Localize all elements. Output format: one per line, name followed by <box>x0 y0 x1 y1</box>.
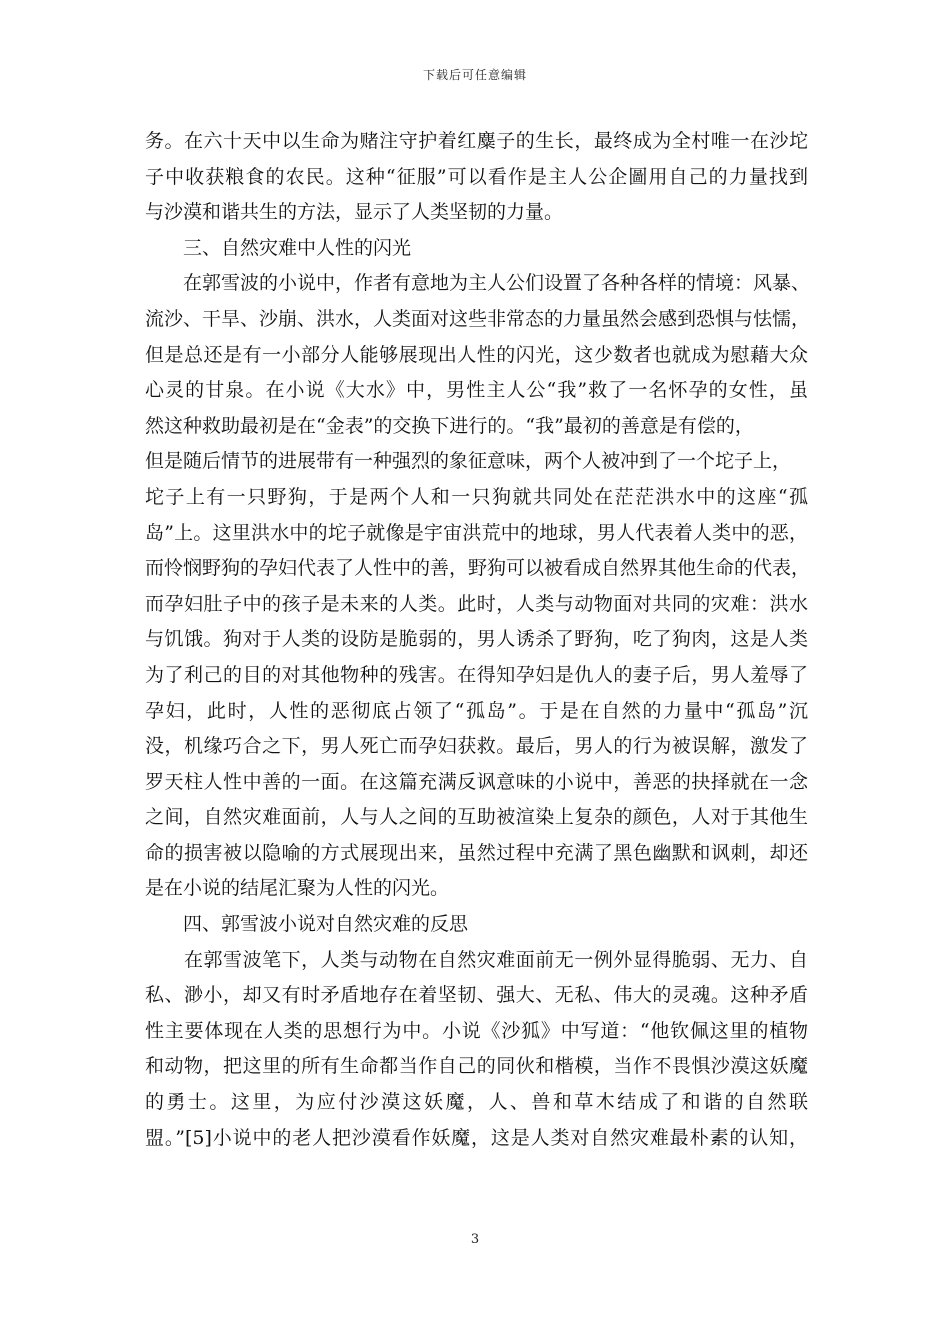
section-heading: 四、郭雪波小说对自然灾难的反思 <box>145 913 469 936</box>
text-line: 孕妇，此时，人性的恶彻底占领了“孤岛”。于是在自然的力量中“孤岛”沉 <box>145 699 808 722</box>
page-header: 下载后可任意编辑 <box>422 68 527 82</box>
text-line: 盟。”[5]小说中的老人把沙漠看作妖魔，这是人类对自然灾难最朴素的认知， <box>145 1126 808 1149</box>
text-line: 没，机缘巧合之下，男人死亡而孕妇获救。最后，男人的行为被误解，激发了 <box>145 735 808 758</box>
text-line: 在郭雪波笔下，人类与动物在自然灾难面前无一例外显得脆弱、无力、自 <box>145 948 808 971</box>
text-line: 流沙、干旱、沙崩、洪水，人类面对这些非常态的力量虽然会感到恐惧与怯懦， <box>145 307 811 330</box>
text-line: 而孕妇肚子中的孩子是未来的人类。此时，人类与动物面对共同的灾难：洪水 <box>145 592 808 615</box>
section-heading: 三、自然灾难中人性的闪光 <box>145 236 412 259</box>
text-line: 岛”上。这里洪水中的坨子就像是宇宙洪荒中的地球，男人代表着人类中的恶， <box>145 521 808 544</box>
text-line: 务。在六十天中以生命为赌注守护着红麋子的生长，最终成为全村唯一在沙坨 <box>145 130 808 152</box>
text-line: 而怜悯野狗的孕妇代表了人性中的善，野狗可以被看成自然界其他生命的代表， <box>145 557 811 580</box>
text-line: 性主要体现在人类的思想行为中。小说《沙狐》中写道：“他钦佩这里的植物 <box>145 1019 808 1042</box>
text-line: 子中收获粮食的农民。这种“征服”可以看作是主人公企圖用自己的力量找到 <box>145 165 808 188</box>
text-line: 与饥饿。狗对于人类的设防是脆弱的，男人诱杀了野狗，吃了狗肉，这是人类 <box>145 628 808 651</box>
text-line: 但是随后情节的进展带有一种强烈的象征意味，两个人被冲到了一个坨子上， <box>145 450 792 473</box>
text-line: 与沙漠和谐共生的方法，显示了人类坚韧的力量。 <box>145 201 564 224</box>
text-line: 心灵的甘泉。在小说《大水》中，男性主人公“我”救了一名怀孕的女性，虽 <box>145 379 808 402</box>
page-number: 3 <box>470 1232 480 1247</box>
body-text <box>145 128 811 1160</box>
text-line: 和动物，把这里的所有生命都当作自己的同伙和楷模，当作不畏惧沙漠这妖魔 <box>145 1055 808 1078</box>
text-line: 私、渺小，却又有时矛盾地存在着坚韧、强大、无私、伟大的灵魂。这种矛盾 <box>145 984 808 1007</box>
text-line: 之间，自然灾难面前，人与人之间的互助被渲染上复杂的颜色，人对于其他生 <box>145 806 808 829</box>
text-line: 在郭雪波的小说中，作者有意地为主人公们设置了各种各样的情境：风暴、 <box>145 272 811 295</box>
text-line: 是在小说的结尾汇聚为人性的闪光。 <box>145 877 450 900</box>
text-line: 然这种救助最初是在“金表”的交换下进行的。“我”最初的善意是有偿的， <box>145 414 754 437</box>
text-line: 坨子上有一只野狗，于是两个人和一只狗就共同处在茫茫洪水中的这座“孤 <box>145 485 808 508</box>
text-line: 命的损害被以隐喻的方式展现出来，虽然过程中充满了黑色幽默和讽刺，却还 <box>145 841 808 864</box>
text-line: 的勇士。这里，为应付沙漠这妖魔，人、兽和草木结成了和谐的自然联 <box>145 1091 808 1114</box>
text-line: 罗天柱人性中善的一面。在这篇充满反讽意味的小说中，善恶的抉择就在一念 <box>145 770 808 793</box>
text-line: 为了利己的目的对其他物种的残害。在得知孕妇是仇人的妻子后，男人羞辱了 <box>145 663 808 686</box>
text-line: 但是总还是有一小部分人能够展现出人性的闪光，这少数者也就成为慰藉大众 <box>145 343 808 366</box>
